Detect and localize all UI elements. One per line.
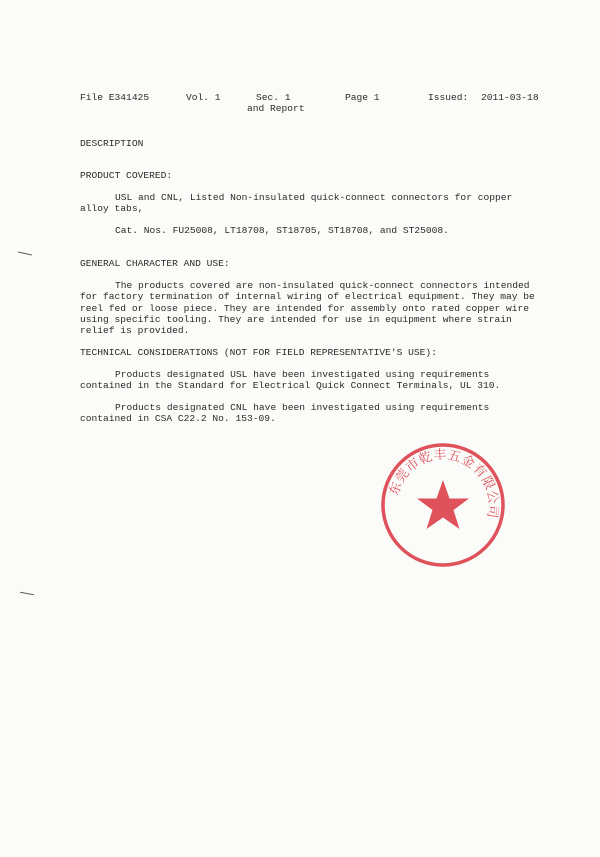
company-seal [378, 440, 508, 570]
file-number: File E341425 [80, 92, 150, 103]
description-heading: DESCRIPTION [80, 138, 144, 149]
scan-mark [20, 592, 34, 595]
catalog-numbers: Cat. Nos. FU25008, LT18708, ST18705, ST18708, and ST25008. [115, 225, 449, 236]
technical-heading: TECHNICAL CONSIDERATIONS (NOT FOR FIELD REPRESENTATIVE'S USE): [80, 347, 437, 358]
general-heading: GENERAL CHARACTER AND USE: [80, 258, 230, 269]
usl-paragraph: Products designated USL have been investigated using requirements contained in the Standard for Electrical Quick Connect Terminals, UL 310. [80, 369, 501, 392]
page-number: Page 1 [345, 92, 380, 103]
section-subtitle: and Report [247, 103, 305, 114]
general-paragraph: The products covered are non-insulated quick-connect connectors intended for factory termination of internal wiring of electrical equipment. They may be reel fed or loose piece. They are intended for assembly onto rated copper wire using specific tooling. They are intended for use in equipment where strain relief is provided. [80, 280, 535, 337]
product-covered-heading: PRODUCT COVERED: [80, 170, 173, 181]
product-line-2: alloy tabs, [80, 203, 144, 214]
cnl-paragraph: Products designated CNL have been investigated using requirements contained in CSA C22.2 No. 153-09. [80, 402, 490, 425]
product-line-1: USL and CNL, Listed Non-insulated quick-connect connectors for copper [115, 192, 513, 203]
seal-text: 东莞市乾丰五金有限公司 [386, 447, 501, 520]
issued-label: Issued: [428, 92, 469, 103]
section: Sec. 1 [256, 92, 291, 103]
seal-star-icon [417, 480, 469, 529]
issued-date: 2011-03-18 [481, 92, 539, 103]
volume: Vol. 1 [186, 92, 221, 103]
scan-mark [18, 252, 32, 256]
